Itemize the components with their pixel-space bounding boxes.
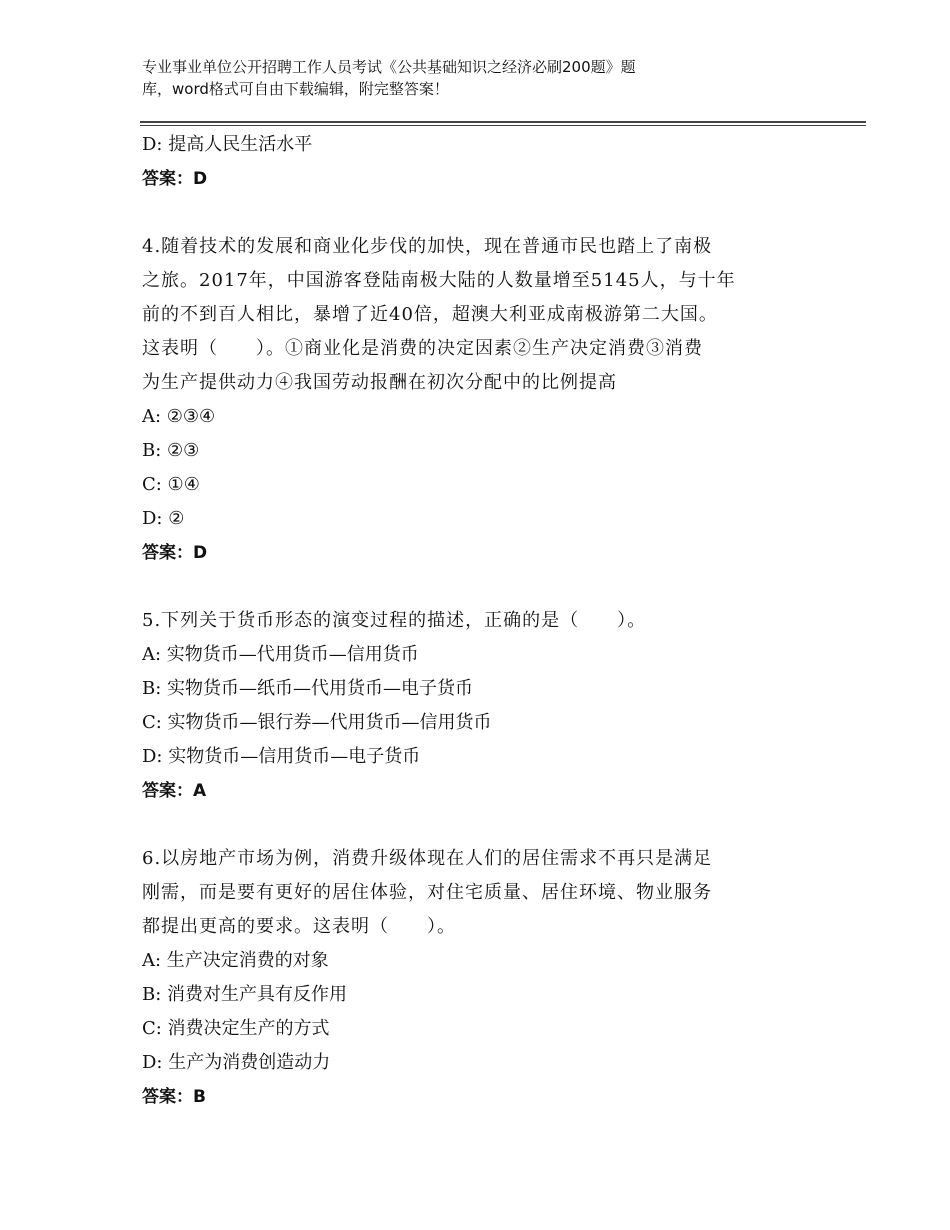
page-header — [142, 56, 782, 100]
spacer — [142, 196, 822, 230]
stem-line: 5.下列关于货币形态的演变过程的描述，正确的是（ ）。 — [142, 610, 647, 631]
header-rule-thick — [140, 121, 866, 123]
option-d: D: 生产为消费创造动力 — [142, 1052, 331, 1073]
question-stem — [142, 842, 822, 944]
answer-label: 答案：D — [142, 543, 208, 563]
stem-line: 都提出更高的要求。这表明（ ）。 — [142, 916, 456, 937]
option-a: A: 实物货币—代用货币—信用货币 — [142, 644, 419, 665]
question-6 — [142, 842, 822, 1114]
stem-line: 4.随着技术的发展和商业化步伐的加快，现在普通市民也踏上了南极 — [142, 236, 713, 257]
option-c: C: 消费决定生产的方式 — [142, 1018, 330, 1039]
option-d: D: 提高人民生活水平 — [142, 134, 313, 155]
header-rule-thin — [140, 125, 866, 126]
option-b: B: 实物货币—纸币—代用货币—电子货币 — [142, 678, 474, 699]
spacer — [142, 808, 822, 842]
stem-line: 为生产提供动力④我国劳动报酬在初次分配中的比例提高 — [142, 372, 617, 393]
stem-line: 之旅。2017年，中国游客登陆南极大陆的人数量增至5145人，与十年 — [142, 270, 736, 291]
stem-line: 刚需，而是要有更好的居住体验，对住宅质量、居住环境、物业服务 — [142, 882, 712, 903]
answer-label: 答案：B — [142, 1087, 206, 1107]
option-c: C: 实物货币—银行券—代用货币—信用货币 — [142, 712, 492, 733]
answer-label: 答案：A — [142, 781, 207, 801]
spacer — [142, 570, 822, 604]
stem-line: 这表明（ ）。①商业化是消费的决定因素②生产决定消费③消费 — [142, 338, 703, 359]
option-d: D: ② — [142, 508, 185, 529]
header-line-2: 库，word格式可自由下载编辑，附完整答案！ — [142, 80, 449, 98]
question-5 — [142, 604, 822, 808]
stem-line: 前的不到百人相比，暴增了近40倍，超澳大利亚成南极游第二大国。 — [142, 304, 718, 325]
question-3-tail — [142, 128, 822, 196]
question-4 — [142, 230, 822, 570]
option-a: A: 生产决定消费的对象 — [142, 950, 329, 971]
option-b: B: 消费对生产具有反作用 — [142, 984, 348, 1005]
option-c: C: ①④ — [142, 474, 200, 495]
answer-label: 答案：D — [142, 169, 208, 189]
option-a: A: ②③④ — [142, 406, 216, 427]
option-b: B: ②③ — [142, 440, 200, 461]
stem-line: 6.以房地产市场为例，消费升级体现在人们的居住需求不再只是满足 — [142, 848, 713, 869]
question-stem — [142, 604, 822, 638]
header-line-1: 专业事业单位公开招聘工作人员考试《公共基础知识之经济必刷200题》题 — [142, 58, 636, 76]
question-stem — [142, 230, 822, 400]
option-d: D: 实物货币—信用货币—电子货币 — [142, 746, 421, 767]
document-body — [142, 128, 822, 1114]
